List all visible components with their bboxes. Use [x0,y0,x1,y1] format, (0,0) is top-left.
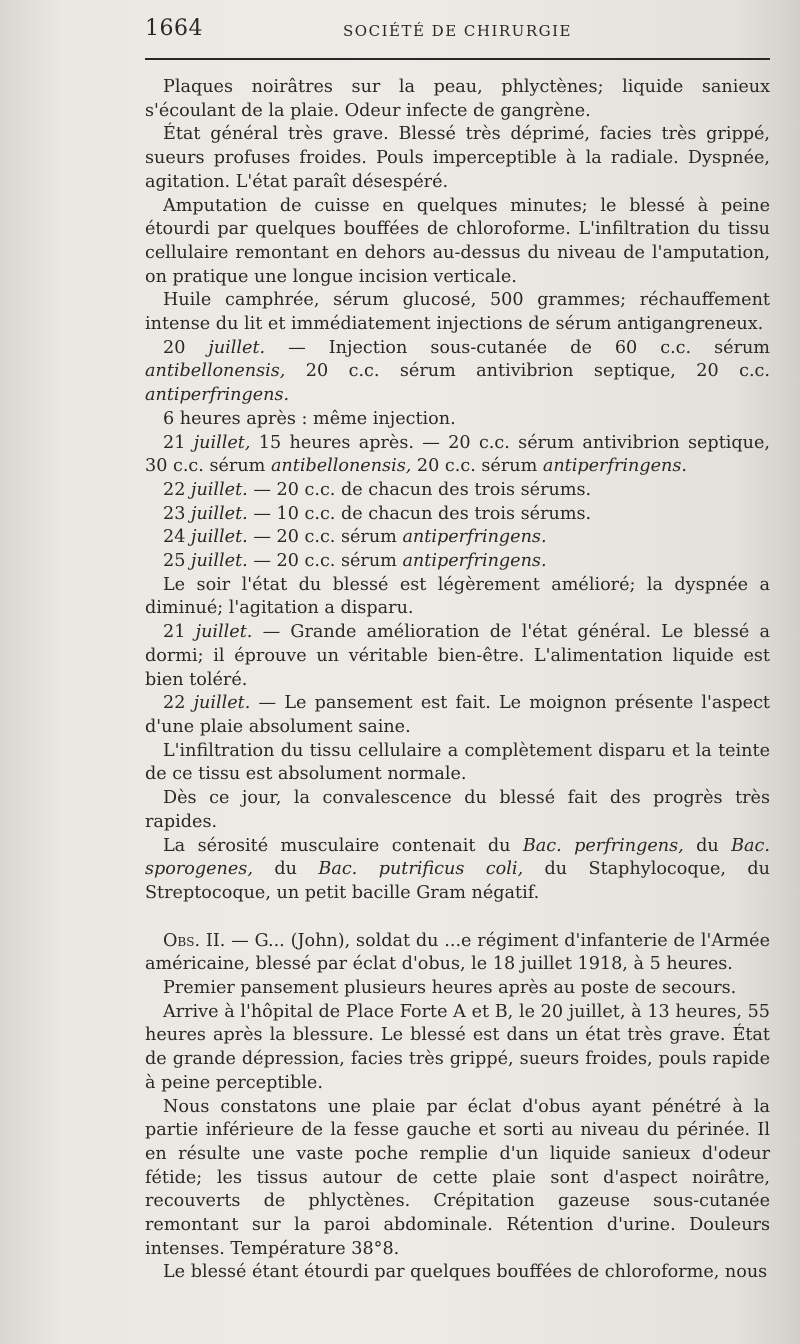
paragraph [145,621,770,692]
text-run: Amputation de cuisse en quelques minutes; le blessé à peine étourdi par quelques bouffées de chloroforme. L'infiltration du tissu cellulaire remontant en dehors au-dessus du niveau de l'amputation, on pratique une longue incision verticale. [145,195,770,287]
text-run: État général très grave. Blessé très déprimé, facies très grippé, sueurs profuses froides. Pouls imperceptible à la radiale. Dyspnée, agitation. L'état paraît désespéré. [145,124,770,192]
text-run: Arrive à l'hôpital de Place Forte A et B, le 20 juillet, à 13 heures, 55 heures après la blessure. Le blessé est dans un état très grave. État de grande dépression, facies très grippé, sueurs froides, pouls rapide à peine perceptible. [145,1001,770,1093]
text-run: Plaques noirâtres sur la peau, phlyctènes; liquide sanieux s'écoulant de la plaie. Odeur infecte de gangrène. [145,77,770,121]
paragraph [145,692,770,739]
text-run: — 10 c.c. de chacun des trois sérums. [247,503,592,524]
paragraph [145,479,770,503]
text-run: L'infiltration du tissu cellulaire a complètement disparu et la teinte de ce tissu est absolument normale. [145,740,770,785]
text-run: 20 [163,337,209,358]
paragraph [145,337,770,408]
paragraph [145,195,770,290]
paragraph [145,1096,770,1262]
italic-run: Bac. perfringens, [522,835,684,856]
small-caps-run: Obs. [163,930,201,951]
article-body [145,76,770,1285]
text-run: 15 heures après. — 20 c.c. sérum antivibrion septique, 30 c.c. sérum [145,432,770,477]
text-run: du [252,859,319,880]
italic-run: antiperfringens. [145,385,290,406]
paragraph [145,289,770,336]
italic-run: antiperfringens. [402,551,547,572]
text-run: Huile camphrée, sérum glucosé, 500 grammes; réchauffement intense du lit et immédiatement injections de sérum antigangreneux. [145,290,770,335]
text-run: 24 [163,527,191,548]
text-run: 20 c.c. sérum [411,456,543,477]
text-run: Le blessé étant étourdi par quelques bouffées de chloroforme, nous [163,1262,768,1283]
text-run: — 20 c.c. de chacun des trois sérums. [247,479,592,500]
italic-run: antibellonensis, [145,361,286,382]
paragraph [145,526,770,550]
text-run: 6 heures après : même injection. [163,408,456,429]
page-number: 1664 [145,16,203,41]
header-rule [145,58,770,60]
text-run: 22 [163,479,191,500]
italic-run: antibellonensis, [270,456,412,477]
text-run: du Staphylocoque, du Streptocoque, un petit bacille Gram négatif. [145,859,770,903]
paragraph [145,76,770,123]
paragraph [145,930,770,977]
text-run: 21 [163,432,194,453]
text-run: du [683,835,732,856]
text-run: 23 [163,503,191,524]
paragraph [145,977,770,1001]
text-run: Le soir l'état du blessé est légèrement amélioré; la dyspnée a diminué; l'agitation a disparu. [145,574,770,619]
paragraph [145,503,770,527]
italic-run: juillet. [190,527,248,548]
text-run: Premier pansement plusieurs heures après au poste de secours. [163,978,737,999]
text-run: — Injection sous-cutanée de 60 c.c. sérum [265,337,770,358]
paragraph [145,740,770,787]
text-run: — 20 c.c. sérum [247,551,403,572]
italic-run: Bac. sporogenes, [145,835,770,880]
paragraph [145,787,770,834]
text-run: 25 [163,551,191,572]
text-run: Nous constatons une plaie par éclat d'obus ayant pénétré à la partie inférieure de la fesse gauche et sorti au niveau du périnée. Il en résulte une vaste poche remplie d'un liquide sanieux d'odeur fétide; les tissus autour de cette plaie sont d'aspect noirâtre, recouverts de phlyctènes. Crépitation gazeuse sous-cutanée remontant sur la paroi abdominale. Rétention d'urine. Douleurs intenses. Température 38°8. [145,1096,770,1259]
paragraph [145,835,770,906]
italic-run: juillet. [190,503,248,524]
paragraph [145,1261,770,1285]
paragraph [145,1001,770,1096]
text-run: — 20 c.c. sérum [247,527,403,548]
italic-run: antiperfringens. [542,456,687,477]
text-run: 22 [163,693,194,714]
paragraph [145,574,770,621]
paragraph [145,123,770,194]
text-run: 21 [163,622,196,643]
paragraph [145,432,770,479]
text-run: Dès ce jour, la convalescence du blessé fait des progrès très rapides. [145,788,770,832]
italic-run: Bac. putrificus coli, [318,859,524,880]
text-run: 20 c.c. sérum antivibrion septique, 20 c.c. [285,361,770,382]
page-header [145,14,770,48]
paragraph [145,408,770,432]
italic-run: antiperfringens. [402,527,547,548]
text-run: — Grande amélioration de l'état général. Le blessé a dormi; il éprouve un véritable bien-être. L'alimentation liquide est bien toléré. [145,622,770,690]
italic-run: juillet. [190,551,248,572]
text-run: La sérosité musculaire contenait du [163,835,523,856]
paragraph [145,550,770,574]
text-run: II. — G... (John), soldat du ...e régiment d'infanterie de l'Armée américaine, blessé par éclat d'obus, le 18 juillet 1918, à 5 heures. [145,930,770,975]
running-title: SOCIÉTÉ DE CHIRURGIE [343,22,572,40]
text-run: — Le pansement est fait. Le moignon présente l'aspect d'une plaie absolument saine. [145,693,771,737]
italic-run: juillet. [190,479,248,500]
italic-run: juillet. [195,622,253,643]
italic-run: juillet, [193,432,251,453]
italic-run: juillet. [193,693,251,714]
italic-run: juillet. [208,337,266,358]
